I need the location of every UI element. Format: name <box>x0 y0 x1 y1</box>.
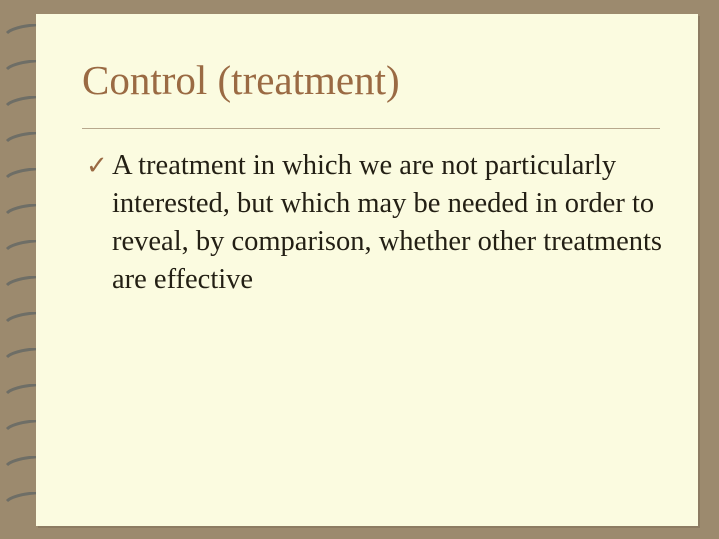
bullet-list <box>86 147 686 299</box>
page-title: Control (treatment) <box>82 57 400 103</box>
list-item <box>86 147 686 299</box>
slide-page <box>36 14 698 526</box>
list-item-text: A treatment in which we are not particularly interested, but which may be needed in order to reveal, by comparison, whether other treatments are effective <box>112 150 663 295</box>
checkmark-bullet-icon: ✓ <box>86 151 108 181</box>
title-divider <box>82 128 660 129</box>
